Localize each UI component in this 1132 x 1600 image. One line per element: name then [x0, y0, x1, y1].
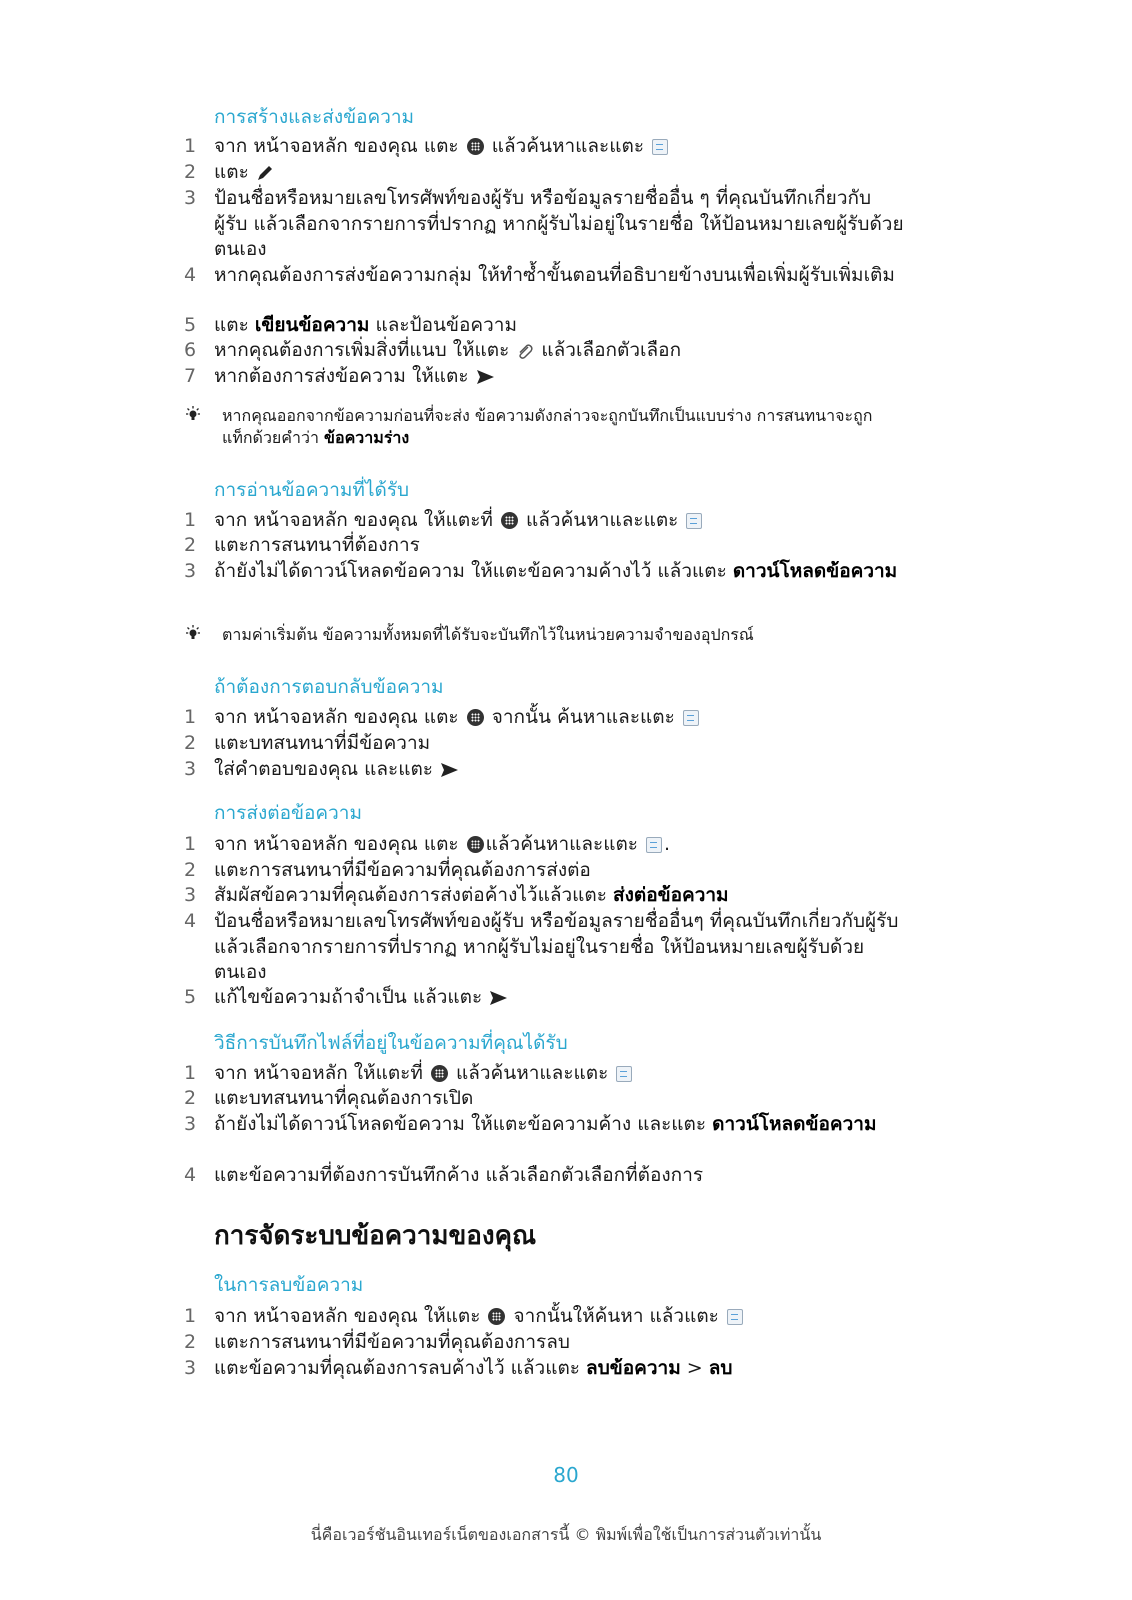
step-body	[214, 134, 904, 160]
messaging-app-icon	[652, 139, 668, 155]
step-text: หากคุณต้องการส่งข้อความกลุ่ม ให้ทำซ้ำขั้นตอนที่อธิบายข้างบนเพื่อเพิ่มผู้รับเพิ่มเติม	[214, 264, 895, 286]
step-body	[214, 757, 904, 783]
step-text: แล้วค้นหาและแตะ	[520, 509, 685, 531]
step-text: และป้อนข้อความ	[369, 314, 517, 336]
step-text: ถ้ายังไม่ได้ดาวน์โหลดข้อความ ให้แตะข้อความค้าง และแตะ	[214, 1113, 713, 1135]
step-body	[214, 985, 904, 1011]
step-text: >	[680, 1357, 709, 1379]
step-body	[214, 705, 904, 731]
section-title-forward: การส่งต่อข้อความ	[214, 802, 362, 824]
ui-term: ข้อความร่าง	[324, 428, 410, 447]
attachment-clip-icon	[515, 342, 535, 360]
step-text: จาก หน้าจอหลัก ให้แตะที่	[214, 1062, 429, 1084]
step-number: 7	[184, 365, 197, 387]
step-body	[214, 1356, 904, 1382]
step-number: 2	[184, 534, 197, 556]
step-text: หากคุณต้องการเพิ่มสิ่งที่แนบ ให้แตะ	[214, 339, 516, 361]
step-body	[214, 1304, 904, 1330]
step-text: แตะบทสนทนาที่คุณต้องการเปิด	[214, 1087, 474, 1109]
messaging-app-icon	[727, 1309, 743, 1325]
ui-term: ลบ	[708, 1357, 733, 1379]
step-body	[214, 508, 904, 534]
tip-text	[222, 405, 902, 449]
step-text: จาก หน้าจอหลัก ของคุณ แตะ	[214, 135, 465, 157]
step-number: 2	[184, 1087, 197, 1109]
messaging-app-icon	[686, 513, 702, 529]
step-body	[214, 186, 904, 263]
step-text: จาก หน้าจอหลัก ของคุณ ให้แตะ	[214, 1305, 487, 1327]
lightbulb-tip-icon	[184, 624, 202, 644]
step-body	[214, 559, 904, 585]
step-text: แตะข้อความที่ต้องการบันทึกค้าง แล้วเลือกตัวเลือกที่ต้องการ	[214, 1164, 704, 1186]
step-number: 3	[184, 758, 197, 780]
step-number: 2	[184, 732, 197, 754]
step-number: 1	[184, 1305, 197, 1327]
step-number: 1	[184, 833, 197, 855]
step-text: ใส่คำตอบของคุณ และแตะ	[214, 758, 440, 780]
ui-term: ดาวน์โหลดข้อความ	[712, 1113, 877, 1135]
step-body	[214, 832, 904, 858]
step-text: แตะการสนทนาที่ต้องการ	[214, 534, 420, 556]
ui-term: ส่งต่อข้อความ	[612, 884, 729, 906]
step-number: 2	[184, 161, 197, 183]
step-body	[214, 1086, 904, 1112]
step-body	[214, 1061, 904, 1087]
step-text: แตะ	[214, 161, 255, 183]
step-text: สัมผัสข้อความที่คุณต้องการส่งต่อค้างไว้แล้วแตะ	[214, 884, 613, 906]
step-text: จากนั้น ค้นหาและแตะ	[485, 706, 681, 728]
step-text: จาก หน้าจอหลัก ของคุณ ให้แตะที่	[214, 509, 499, 531]
step-text: จาก หน้าจอหลัก ของคุณ แตะ	[214, 833, 465, 855]
section-title-create-send: การสร้างและส่งข้อความ	[214, 106, 415, 128]
send-arrow-icon	[488, 989, 508, 1007]
step-body	[214, 858, 904, 884]
page-number: 80	[553, 1463, 579, 1487]
apps-icon	[467, 836, 484, 853]
step-number: 4	[184, 910, 197, 932]
step-body	[214, 909, 904, 986]
step-text: แล้วเลือกตัวเลือก	[535, 339, 682, 361]
step-body	[214, 160, 904, 186]
step-body	[214, 1330, 904, 1356]
step-text: แก้ไขข้อความถ้าจำเป็น แล้วแตะ	[214, 986, 489, 1008]
step-text: จากนั้นให้ค้นหา แล้วแตะ	[507, 1305, 725, 1327]
step-text: แตะการสนทนาที่มีข้อความที่คุณต้องการลบ	[214, 1331, 570, 1353]
step-number: 3	[184, 884, 197, 906]
step-text: แล้วค้นหาและแตะ	[485, 833, 645, 855]
apps-icon	[488, 1308, 505, 1325]
section-title-reply: ถ้าต้องการตอบกลับข้อความ	[214, 676, 444, 698]
step-number: 1	[184, 1062, 197, 1084]
step-number: 1	[184, 706, 197, 728]
step-text: แตะ	[214, 314, 255, 336]
step-text: ตามค่าเริ่มต้น ข้อความทั้งหมดที่ได้รับจะบันทึกไว้ในหน่วยความจำของอุปกรณ์	[222, 625, 754, 644]
step-number: 4	[184, 1164, 197, 1186]
step-body	[214, 1163, 904, 1189]
step-body	[214, 883, 904, 909]
step-text: ป้อนชื่อหรือหมายเลขโทรศัพท์ของผู้รับ หรือข้อมูลรายชื่ออื่น ๆ ที่คุณบันทึกเกี่ยวกับผู้รับ แล้วเลือกจากรายการที่ปรากฏ หากผู้รับไม่อยู่ในรายชื่อ ให้ป้อนหมายเลขผู้รับด้วยตนเอง	[214, 187, 904, 260]
section-title-save-files: วิธีการบันทึกไฟล์ที่อยู่ในข้อความที่คุณได้รับ	[214, 1032, 568, 1054]
apps-icon	[467, 138, 484, 155]
step-text: แตะข้อความที่คุณต้องการลบค้างไว้ แล้วแตะ	[214, 1357, 587, 1379]
step-number: 2	[184, 1331, 197, 1353]
step-text: จาก หน้าจอหลัก ของคุณ แตะ	[214, 706, 465, 728]
lightbulb-tip-icon	[184, 405, 202, 425]
ui-term: เขียนข้อความ	[254, 314, 370, 336]
step-text: ถ้ายังไม่ได้ดาวน์โหลดข้อความ ให้แตะข้อความค้างไว้ แล้วแตะ	[214, 560, 733, 582]
send-arrow-icon	[475, 368, 495, 386]
step-body	[214, 263, 904, 289]
messaging-app-icon	[683, 710, 699, 726]
footer-note: นี่คือเวอร์ชันอินเทอร์เน็ตของเอกสารนี้ © พิมพ์เพื่อใช้เป็นการส่วนตัวเท่านั้น	[310, 1525, 822, 1544]
step-body	[214, 533, 904, 559]
step-text: แตะการสนทนาที่มีข้อความที่คุณต้องการส่งต่อ	[214, 859, 591, 881]
step-text: หากคุณออกจากข้อความก่อนที่จะส่ง ข้อความดังกล่าวจะถูกบันทึกเป็นแบบร่าง การสนทนาจะถูกแท็กด้วยคำว่า	[222, 406, 873, 447]
apps-icon	[467, 709, 484, 726]
step-text: ป้อนชื่อหรือหมายเลขโทรศัพท์ของผู้รับ หรือข้อมูลรายชื่ออื่นๆ ที่คุณบันทึกเกี่ยวกับผู้รับ แล้วเลือกจากรายการที่ปรากฏ หากผู้รับไม่อยู่ในรายชื่อ ให้ป้อนหมายเลขผู้รับด้วยตนเอง	[214, 910, 899, 983]
apps-icon	[431, 1065, 448, 1082]
tip-text	[222, 624, 902, 646]
step-number: 5	[184, 314, 197, 336]
section-title-read: การอ่านข้อความที่ได้รับ	[214, 479, 410, 501]
ui-term: ดาวน์โหลดข้อความ	[732, 560, 898, 582]
step-number: 3	[184, 560, 197, 582]
step-body	[214, 731, 904, 757]
step-number: 5	[184, 986, 197, 1008]
messaging-app-icon	[646, 837, 662, 853]
section-title-delete: ในการลบข้อความ	[214, 1274, 364, 1296]
messaging-app-icon	[616, 1066, 632, 1082]
step-body	[214, 338, 904, 364]
send-arrow-icon	[439, 761, 459, 779]
step-text: .	[664, 833, 671, 855]
page-heading: การจัดระบบข้อความของคุณ	[214, 1221, 537, 1251]
step-body	[214, 1112, 904, 1138]
step-number: 1	[184, 509, 197, 531]
step-text: แล้วค้นหาและแตะ	[449, 1062, 615, 1084]
step-number: 3	[184, 1357, 197, 1379]
step-number: 2	[184, 859, 197, 881]
step-text: แตะบทสนทนาที่มีข้อความ	[214, 732, 431, 754]
apps-icon	[501, 512, 518, 529]
step-number: 4	[184, 264, 197, 286]
step-body	[214, 313, 904, 339]
compose-pen-icon	[255, 164, 275, 182]
step-number: 3	[184, 187, 197, 209]
step-text: หากต้องการส่งข้อความ ให้แตะ	[214, 365, 475, 387]
ui-term: ลบข้อความ	[586, 1357, 681, 1379]
step-number: 1	[184, 135, 197, 157]
step-body	[214, 364, 904, 390]
step-number: 6	[184, 339, 197, 361]
step-text: แล้วค้นหาและแตะ	[485, 135, 651, 157]
step-number: 3	[184, 1113, 197, 1135]
